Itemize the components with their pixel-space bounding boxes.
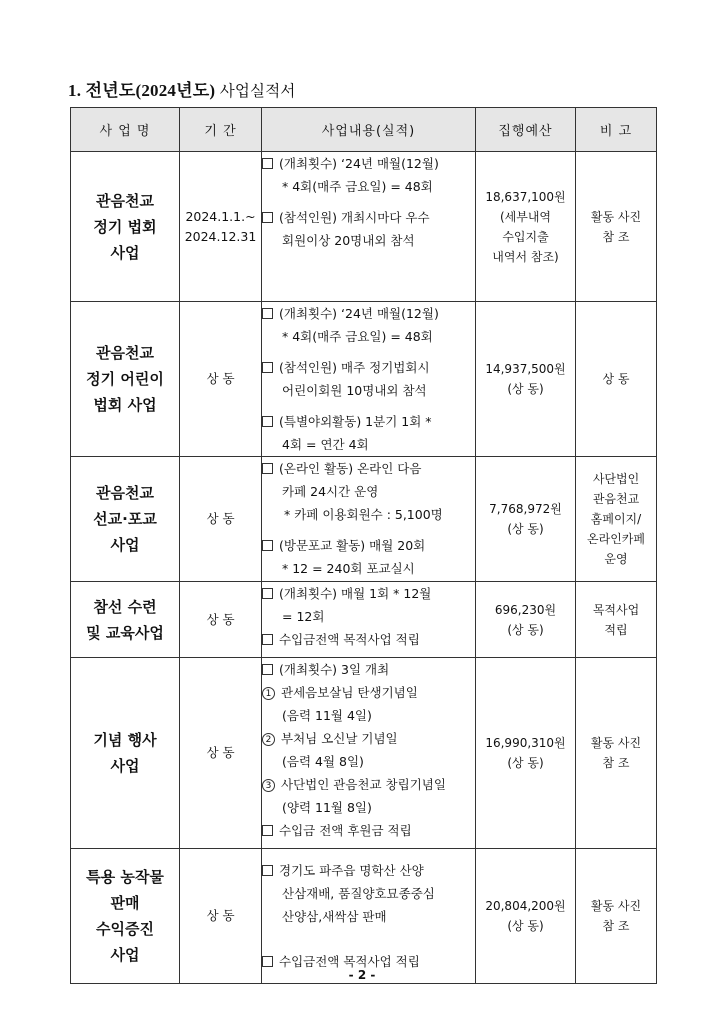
event-item: 2 부처님 오신날 기념일	[262, 727, 475, 750]
business-content: (개최횟수) 3일 개최 1 관세음보살님 탄생기념일 (음력 11월 4일) 2 부처님 오신날 기념일 (음력 4월 8일) 3 사단법인 관음천교 창립기념일 (양력 11월 8일) 수입금 전액 후원금 적립	[262, 658, 476, 849]
business-period: 상 동	[180, 849, 262, 984]
business-name: 특용 농작물 판매 수익증진 사업	[71, 849, 180, 984]
checkbox-icon	[262, 212, 273, 223]
table-row	[71, 849, 657, 984]
business-period: 2024.1.1.~ 2024.12.31	[180, 152, 262, 302]
table-row	[71, 582, 657, 658]
business-name: 참선 수련 및 교육사업	[71, 582, 180, 658]
content-item: (참석인원) 매주 정기법회시	[262, 356, 475, 379]
circled-number-icon: 3	[262, 779, 275, 792]
checkbox-icon	[262, 664, 273, 675]
business-budget: 14,937,500원 (상 동)	[476, 302, 576, 457]
business-budget: 20,804,200원 (상 동)	[476, 849, 576, 984]
table-row	[71, 658, 657, 849]
header-content: 사업내용(실적)	[262, 108, 476, 152]
checkbox-icon	[262, 158, 273, 169]
checkbox-icon	[262, 634, 273, 645]
checkbox-icon	[262, 463, 273, 474]
business-note: 활동 사진 참 조	[576, 849, 657, 984]
business-budget: 16,990,310원 (상 동)	[476, 658, 576, 849]
business-content: (개최횟수) ‘24년 매월(12월) * 4회(매주 금요일) = 48회 (참석인원) 개최시마다 우수 회원이상 20명내외 참석	[262, 152, 476, 302]
business-name: 관음천교 정기 법회 사업	[71, 152, 180, 302]
circled-number-icon: 2	[262, 733, 275, 746]
business-note: 목적사업 적립	[576, 582, 657, 658]
business-period: 상 동	[180, 658, 262, 849]
event-item: 1 관세음보살님 탄생기념일	[262, 681, 475, 704]
checkbox-icon	[262, 588, 273, 599]
table-row	[71, 457, 657, 582]
business-period: 상 동	[180, 302, 262, 457]
content-item: 수입금전액 목적사업 적립	[262, 950, 475, 973]
header-budget: 집행예산	[476, 108, 576, 152]
checkbox-icon	[262, 540, 273, 551]
checkbox-icon	[262, 865, 273, 876]
business-budget: 7,768,972원 (상 동)	[476, 457, 576, 582]
business-name: 기념 행사 사업	[71, 658, 180, 849]
header-name: 사 업 명	[71, 108, 180, 152]
checkbox-icon	[262, 416, 273, 427]
content-item: (개최횟수) 3일 개최	[262, 658, 475, 681]
business-note: 활동 사진 참 조	[576, 152, 657, 302]
header-note: 비 고	[576, 108, 657, 152]
checkbox-icon	[262, 308, 273, 319]
table-row	[71, 302, 657, 457]
business-note: 활동 사진 참 조	[576, 658, 657, 849]
business-report-table	[70, 107, 657, 984]
checkbox-icon	[262, 362, 273, 373]
business-budget: 18,637,100원 (세부내역 수입지출 내역서 참조)	[476, 152, 576, 302]
business-budget: 696,230원 (상 동)	[476, 582, 576, 658]
content-item: (참석인원) 개최시마다 우수	[262, 206, 475, 229]
business-name: 관음천교 선교·포교 사업	[71, 457, 180, 582]
event-item: 3 사단법인 관음천교 창립기념일	[262, 773, 475, 796]
checkbox-icon	[262, 956, 273, 967]
business-content: (개최횟수) ‘24년 매월(12월) * 4회(매주 금요일) = 48회 (참석인원) 매주 정기법회시 어린이회원 10명내외 참석 (특별야외활동) 1분기 1회 * 4회 = 연간 4회	[262, 302, 476, 457]
content-item: (개최횟수) ‘24년 매월(12월)	[262, 302, 475, 325]
business-content: (온라인 활동) 온라인 다음 카페 24시간 운영 * 카페 이용회원수 : 5,100명 (방문포교 활동) 매월 20회 * 12 = 240회 포교실시	[262, 457, 476, 582]
content-item: (온라인 활동) 온라인 다음	[262, 457, 475, 480]
table-row	[71, 152, 657, 302]
content-item: 수입금 전액 후원금 적립	[262, 819, 475, 842]
page-number: - 2 -	[348, 968, 376, 982]
business-name: 관음천교 정기 어린이 법회 사업	[71, 302, 180, 457]
content-item: (특별야외활동) 1분기 1회 *	[262, 410, 475, 433]
business-period: 상 동	[180, 582, 262, 658]
content-item: 경기도 파주읍 명학산 산양	[262, 859, 475, 882]
circled-number-icon: 1	[262, 687, 275, 700]
business-period: 상 동	[180, 457, 262, 582]
header-period: 기 간	[180, 108, 262, 152]
business-note: 상 동	[576, 302, 657, 457]
page-title	[68, 76, 296, 101]
title-number: 1. 전년도(2024년도)	[68, 81, 216, 100]
business-note: 사단법인 관음천교 홈페이지/ 온라인카페 운영	[576, 457, 657, 582]
business-content: (개최횟수) 매월 1회 * 12월 = 12회 수입금전액 목적사업 적립	[262, 582, 476, 658]
content-item: (개최횟수) ‘24년 매월(12월)	[262, 152, 475, 175]
business-content: 경기도 파주읍 명학산 산양 산삼재배, 품질양호묘종중심 산양삼,새싹삼 판매 수입금전액 목적사업 적립	[262, 849, 476, 984]
title-rest: 사업실적서	[219, 82, 296, 100]
content-item: 수입금전액 목적사업 적립	[262, 628, 475, 651]
checkbox-icon	[262, 825, 273, 836]
content-item: (개최횟수) 매월 1회 * 12월	[262, 582, 475, 605]
content-item: (방문포교 활동) 매월 20회	[262, 534, 475, 557]
header-row	[71, 108, 657, 152]
